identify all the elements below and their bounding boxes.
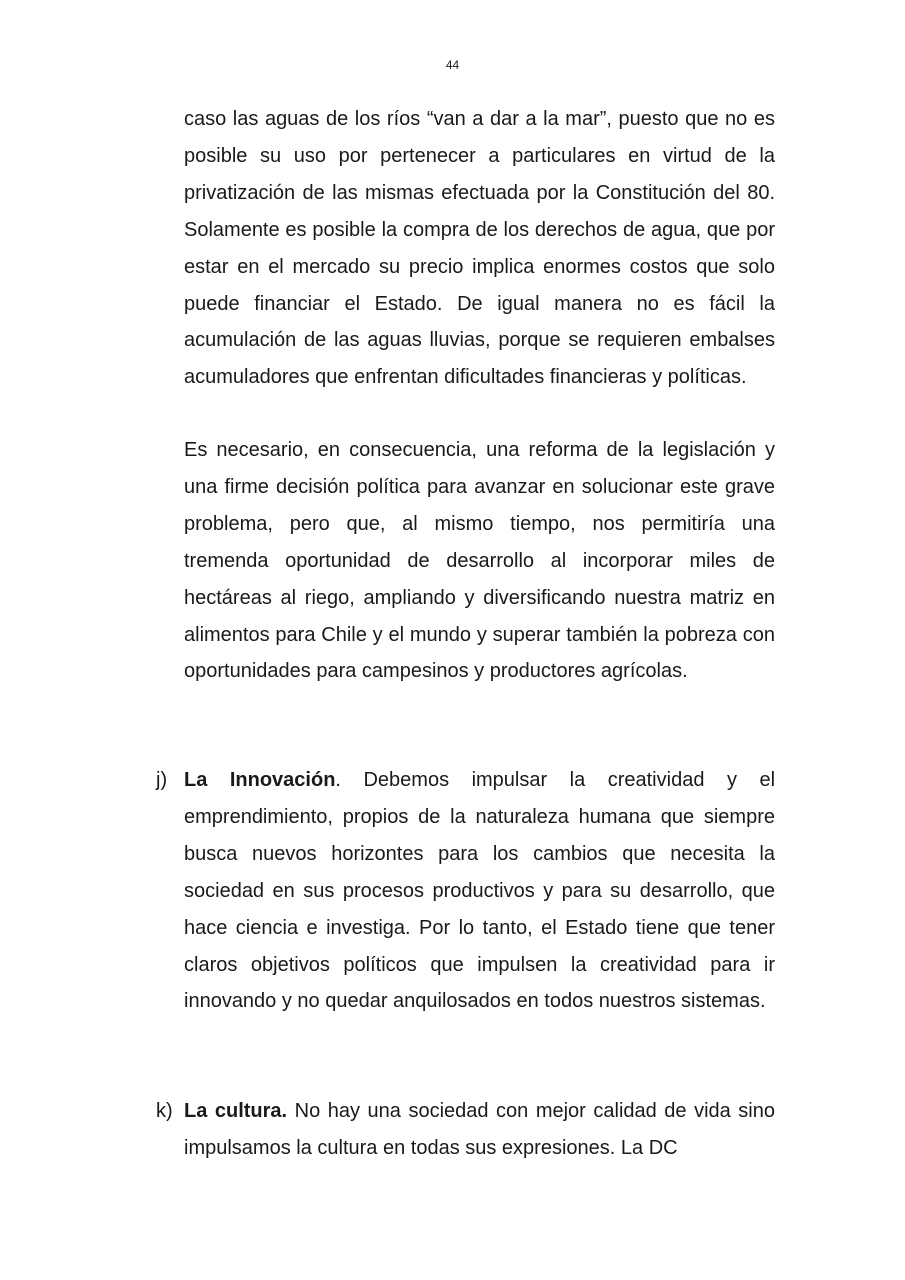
list-item-text: No hay una sociedad con mejor calidad de vida sino impulsamos la cultura en todas sus expresiones. La DC <box>184 1100 775 1159</box>
list-item-text: . Debemos impulsar la creatividad y el emprendimiento, propios de la naturaleza humana que siempre busca nuevos horizontes para los cambios que necesita la sociedad en sus procesos productivos y para su desarrollo, que hace ciencia e investiga. Por lo tanto, el Estado tiene que tener claros objetivos políticos que impulsen la creatividad para ir innovando y no quedar anquilosados en todos nuestros sistemas. <box>184 769 776 1013</box>
list-item-title: La cultura. <box>184 1100 288 1122</box>
paragraph-text: caso las aguas de los ríos “van a dar a la mar”, puesto que no es posible su uso por pertenecer a particulares en virtud de la privatización de las mismas efectuada por la Constitución del 80. Solamente es posible la compra de los derechos de agua, que por estar en el mercado su precio implica enormes costos que solo puede financiar el Estado. De igual manera no es fácil la acumulación de las aguas lluvias, porque se requieren embalses acumuladores que enfrentan dificultades financieras y políticas. <box>184 108 775 389</box>
paragraph-water-rights <box>184 101 775 396</box>
page-number: 44 <box>445 58 460 72</box>
list-marker: k) <box>156 1100 173 1122</box>
list-item-innovation <box>156 762 776 1020</box>
list-item-title: La Innovación <box>184 769 336 791</box>
paragraph-legislation-reform <box>184 432 775 690</box>
list-marker: j) <box>156 769 168 791</box>
paragraph-text: Es necesario, en consecuencia, una reforma de la legislación y una firme decisión política para avanzar en solucionar este grave problema, pero que, al mismo tiempo, nos permitiría una tremenda oportunidad de desarrollo al incorporar miles de hectáreas al riego, ampliando y diversificando nuestra matriz en alimentos para Chile y el mundo y superar también la pobreza con oportunidades para campesinos y productores agrícolas. <box>184 439 775 683</box>
list-item-culture <box>156 1093 775 1167</box>
